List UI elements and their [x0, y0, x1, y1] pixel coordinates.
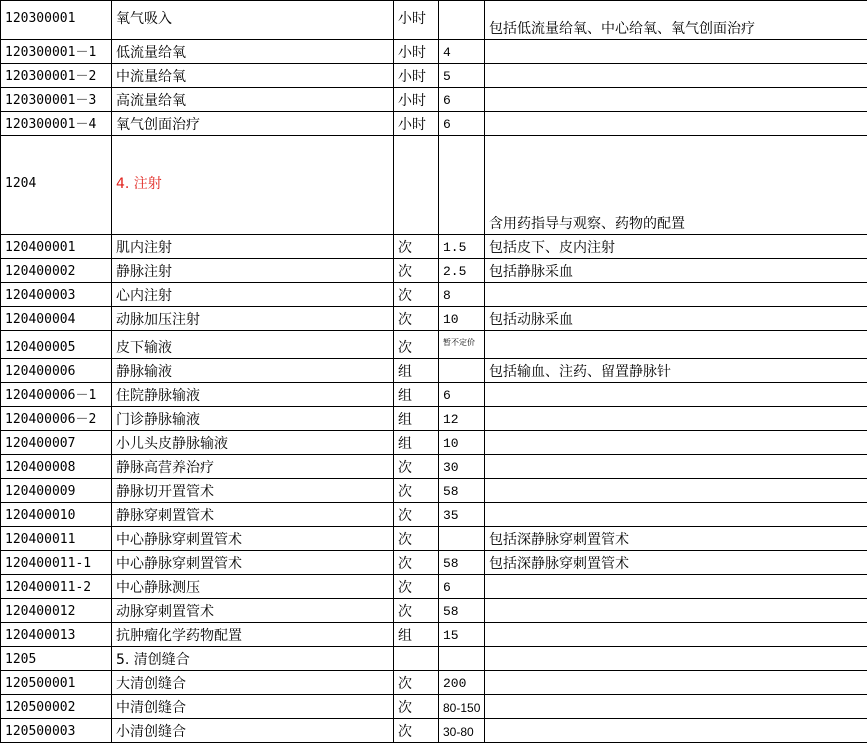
note-cell[interactable]	[485, 431, 867, 455]
table-row	[1, 359, 867, 383]
unit-cell[interactable]: 次	[394, 259, 439, 283]
unit-cell[interactable]	[394, 647, 439, 671]
item-name-cell[interactable]: 高流量给氧	[112, 88, 394, 112]
table-row	[1, 407, 867, 431]
table-row	[1, 479, 867, 503]
unit-cell[interactable]: 次	[394, 527, 439, 551]
item-code-cell[interactable]: 120400006－1	[1, 383, 112, 407]
note-cell[interactable]	[485, 455, 867, 479]
item-code-cell[interactable]: 120400011-2	[1, 575, 112, 599]
table-row	[1, 431, 867, 455]
item-code-cell[interactable]: 120300001－2	[1, 64, 112, 88]
item-code-cell[interactable]: 120400013	[1, 623, 112, 647]
item-name-cell[interactable]: 氧气吸入	[112, 1, 394, 40]
item-code-cell[interactable]: 120400007	[1, 431, 112, 455]
item-code-cell[interactable]: 120400006	[1, 359, 112, 383]
note-cell[interactable]	[485, 40, 867, 64]
item-name-cell[interactable]: 静脉输液	[112, 359, 394, 383]
unit-cell[interactable]: 次	[394, 599, 439, 623]
price-cell[interactable]	[439, 647, 485, 671]
price-cell[interactable]	[439, 527, 485, 551]
unit-cell[interactable]: 组	[394, 623, 439, 647]
table-row	[1, 331, 867, 359]
note-cell[interactable]	[485, 64, 867, 88]
item-code-cell[interactable]: 120400005	[1, 331, 112, 359]
section-code-cell[interactable]: 1205	[1, 647, 112, 671]
note-cell[interactable]	[485, 407, 867, 431]
table-row	[1, 455, 867, 479]
note-cell[interactable]	[485, 695, 867, 719]
item-code-cell[interactable]: 120500003	[1, 719, 112, 743]
item-code-cell[interactable]: 120400006－2	[1, 407, 112, 431]
item-name-cell[interactable]: 中心静脉穿刺置管术	[112, 527, 394, 551]
item-name-cell[interactable]: 大清创缝合	[112, 671, 394, 695]
price-cell[interactable]: 暂不定价	[439, 331, 485, 359]
item-name-cell[interactable]: 肌内注射	[112, 235, 394, 259]
unit-cell[interactable]: 次	[394, 695, 439, 719]
note-cell[interactable]: 包括静脉采血	[485, 259, 867, 283]
price-cell[interactable]: 1.5	[439, 235, 485, 259]
price-cell[interactable]: 6	[439, 383, 485, 407]
note-cell[interactable]	[485, 503, 867, 527]
unit-cell[interactable]: 次	[394, 575, 439, 599]
table-row	[1, 283, 867, 307]
price-cell[interactable]	[439, 359, 485, 383]
note-cell[interactable]	[485, 88, 867, 112]
note-cell[interactable]	[485, 599, 867, 623]
price-cell[interactable]: 5	[439, 64, 485, 88]
item-code-cell[interactable]: 120500001	[1, 671, 112, 695]
note-cell[interactable]: 包括深静脉穿刺置管术	[485, 551, 867, 575]
note-cell[interactable]: 包括输血、注药、留置静脉针	[485, 359, 867, 383]
item-name-cell[interactable]: 氧气创面治疗	[112, 112, 394, 136]
item-name-cell[interactable]: 中心静脉测压	[112, 575, 394, 599]
note-cell[interactable]	[485, 623, 867, 647]
table-row	[1, 695, 867, 719]
unit-cell[interactable]: 组	[394, 383, 439, 407]
table-row	[1, 88, 867, 112]
item-code-cell[interactable]: 120300001－3	[1, 88, 112, 112]
section-heading-cell[interactable]: 4. 注射	[112, 136, 394, 235]
item-code-cell[interactable]: 120400003	[1, 283, 112, 307]
note-cell[interactable]	[485, 283, 867, 307]
price-cell[interactable]: 6	[439, 575, 485, 599]
item-name-cell[interactable]: 静脉高营养治疗	[112, 455, 394, 479]
item-name-cell[interactable]: 小儿头皮静脉输液	[112, 431, 394, 455]
table-row	[1, 383, 867, 407]
item-name-cell[interactable]: 住院静脉输液	[112, 383, 394, 407]
price-cell[interactable]: 35	[439, 503, 485, 527]
price-cell[interactable]: 10	[439, 431, 485, 455]
note-cell[interactable]	[485, 575, 867, 599]
item-name-cell[interactable]: 心内注射	[112, 283, 394, 307]
unit-cell[interactable]: 组	[394, 359, 439, 383]
item-name-cell[interactable]: 静脉注射	[112, 259, 394, 283]
unit-cell[interactable]: 组	[394, 407, 439, 431]
unit-cell[interactable]: 小时	[394, 40, 439, 64]
table-row	[1, 235, 867, 259]
unit-cell[interactable]: 次	[394, 671, 439, 695]
item-name-cell[interactable]: 皮下输液	[112, 331, 394, 359]
item-name-cell[interactable]: 抗肿瘤化学药物配置	[112, 623, 394, 647]
item-name-cell[interactable]: 动脉穿刺置管术	[112, 599, 394, 623]
unit-cell[interactable]	[394, 136, 439, 235]
item-code-cell[interactable]: 120400011-1	[1, 551, 112, 575]
unit-cell[interactable]: 次	[394, 479, 439, 503]
item-name-cell[interactable]: 门诊静脉输液	[112, 407, 394, 431]
note-cell[interactable]	[485, 479, 867, 503]
price-cell[interactable]	[439, 136, 485, 235]
unit-cell[interactable]: 次	[394, 235, 439, 259]
note-cell[interactable]: 包括动脉采血	[485, 307, 867, 331]
section-row	[1, 136, 867, 235]
table-row	[1, 671, 867, 695]
price-cell[interactable]: 2.5	[439, 259, 485, 283]
price-cell[interactable]: 58	[439, 479, 485, 503]
table-row	[1, 575, 867, 599]
unit-cell[interactable]: 小时	[394, 112, 439, 136]
table-row	[1, 527, 867, 551]
unit-cell[interactable]: 小时	[394, 1, 439, 40]
note-cell[interactable]	[485, 671, 867, 695]
note-cell[interactable]: 包括低流量给氧、中心给氧、氧气创面治疗	[485, 1, 867, 40]
table-row	[1, 1, 867, 40]
price-cell[interactable]: 8	[439, 283, 485, 307]
price-cell[interactable]	[439, 1, 485, 40]
item-code-cell[interactable]: 120400001	[1, 235, 112, 259]
price-cell[interactable]: 6	[439, 112, 485, 136]
price-cell[interactable]: 58	[439, 551, 485, 575]
unit-cell[interactable]: 小时	[394, 64, 439, 88]
item-name-cell[interactable]: 动脉加压注射	[112, 307, 394, 331]
unit-cell[interactable]: 次	[394, 331, 439, 359]
price-cell[interactable]: 200	[439, 671, 485, 695]
price-cell[interactable]: 15	[439, 623, 485, 647]
price-cell[interactable]: 4	[439, 40, 485, 64]
item-name-cell[interactable]: 低流量给氧	[112, 40, 394, 64]
table-row	[1, 599, 867, 623]
table-row	[1, 307, 867, 331]
unit-cell[interactable]: 次	[394, 307, 439, 331]
price-cell[interactable]: 10	[439, 307, 485, 331]
table-row	[1, 551, 867, 575]
item-code-cell[interactable]: 120400011	[1, 527, 112, 551]
unit-cell[interactable]: 次	[394, 455, 439, 479]
price-cell[interactable]: 80-150	[439, 695, 485, 719]
unit-cell[interactable]: 次	[394, 551, 439, 575]
section-row	[1, 647, 867, 671]
table-row	[1, 719, 867, 743]
unit-cell[interactable]: 次	[394, 283, 439, 307]
note-cell[interactable]	[485, 383, 867, 407]
item-name-cell[interactable]: 中清创缝合	[112, 695, 394, 719]
item-name-cell[interactable]: 静脉切开置管术	[112, 479, 394, 503]
unit-cell[interactable]: 组	[394, 431, 439, 455]
item-code-cell[interactable]: 120300001	[1, 1, 112, 40]
note-cell[interactable]	[485, 331, 867, 359]
note-cell[interactable]	[485, 112, 867, 136]
note-cell[interactable]: 包括皮下、皮内注射	[485, 235, 867, 259]
item-code-cell[interactable]: 120400004	[1, 307, 112, 331]
note-cell[interactable]: 含用药指导与观察、药物的配置	[485, 136, 867, 235]
item-code-cell[interactable]: 120400008	[1, 455, 112, 479]
table-row	[1, 259, 867, 283]
item-name-cell[interactable]: 中心静脉穿刺置管术	[112, 551, 394, 575]
note-cell[interactable]: 包括深静脉穿刺置管术	[485, 527, 867, 551]
item-name-cell[interactable]: 中流量给氧	[112, 64, 394, 88]
item-name-cell[interactable]: 小清创缝合	[112, 719, 394, 743]
table-row	[1, 40, 867, 64]
item-code-cell[interactable]: 120300001－4	[1, 112, 112, 136]
item-code-cell[interactable]: 120400009	[1, 479, 112, 503]
price-cell[interactable]: 30	[439, 455, 485, 479]
table-row	[1, 623, 867, 647]
unit-cell[interactable]: 小时	[394, 88, 439, 112]
item-code-cell[interactable]: 120400012	[1, 599, 112, 623]
note-cell[interactable]	[485, 647, 867, 671]
table-row	[1, 112, 867, 136]
item-code-cell[interactable]: 120400010	[1, 503, 112, 527]
item-code-cell[interactable]: 120300001－1	[1, 40, 112, 64]
price-cell[interactable]: 12	[439, 407, 485, 431]
note-cell[interactable]	[485, 719, 867, 743]
item-name-cell[interactable]: 静脉穿刺置管术	[112, 503, 394, 527]
item-code-cell[interactable]: 120400002	[1, 259, 112, 283]
unit-cell[interactable]: 次	[394, 503, 439, 527]
unit-cell[interactable]: 次	[394, 719, 439, 743]
section-code-cell[interactable]: 1204	[1, 136, 112, 235]
price-cell[interactable]: 6	[439, 88, 485, 112]
price-cell[interactable]: 30-80	[439, 719, 485, 743]
table-row	[1, 503, 867, 527]
section-heading-cell[interactable]: 5. 清创缝合	[112, 647, 394, 671]
price-cell[interactable]: 58	[439, 599, 485, 623]
table-row	[1, 64, 867, 88]
item-code-cell[interactable]: 120500002	[1, 695, 112, 719]
